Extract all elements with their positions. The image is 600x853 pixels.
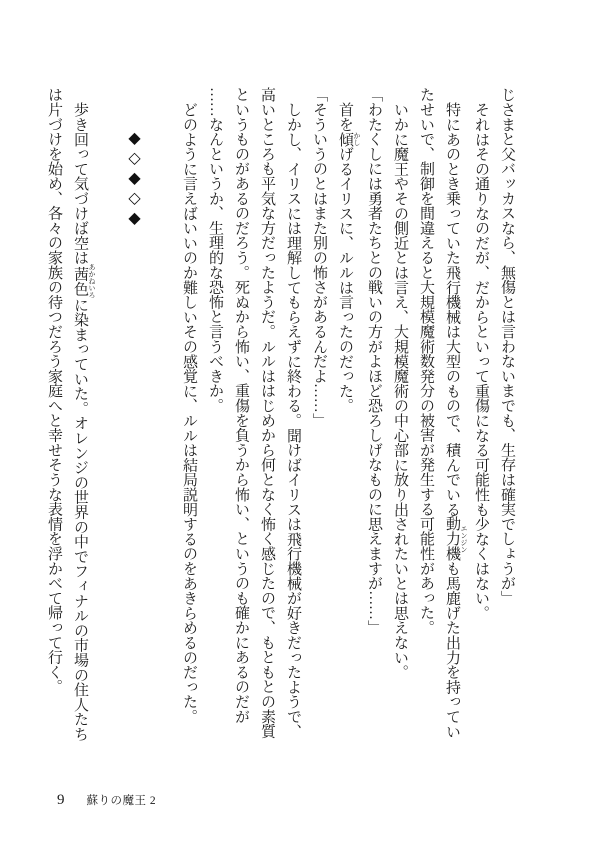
text-line: じさまと父バッカスなら、無傷とは言わないまでも、生存は確実でしょうが」	[499, 87, 515, 606]
ruby-annotated-word: 動力機 エンジン	[444, 516, 468, 561]
page-footer	[57, 792, 156, 809]
text-line: たせいで、制御を間違えると大規模魔術数発分の被害が発生する可能性があった。	[418, 87, 434, 635]
text-line: というものがあるのだろう。死ぬから怖い、重傷を負うから怖い、というのも確かにあるのだが	[233, 87, 249, 724]
text-line: それはその通りなのだが、だからといって重傷になる可能性も少なくはない。	[473, 102, 489, 621]
text-line: いかに魔王やその側近とは言え、大規模魔術の中心部に放り出されたいとは思えない。	[392, 102, 408, 680]
text-line: 首を傾 かしげるイリスに、ルルは言ったのだった。	[337, 102, 361, 413]
ruby-annotated-word: 傾 かし	[337, 131, 361, 147]
text-line: ……なんというか、生理的な恐怖と言うべきか。	[207, 87, 223, 413]
ruby-annotated-word: 茜色 あかねいろ	[72, 263, 96, 299]
vertical-text-block	[41, 87, 520, 777]
text-line: どのように言えばいいのか難しいその感覚に、ルルは結局説明するのをあきらめるのだった。	[181, 102, 197, 724]
text-line: 「わたくしには勇者たちとの戦いの方がよほど恐ろしげなものに思えますが……」	[366, 87, 382, 635]
text-line: 「そういうのとはまた別の怖さがあるんだよ……」	[311, 87, 327, 428]
text-line: 特にあのとき乗っていた飛行機械は大型のもので、積んでいる動力機 エンジンも馬鹿げた出力を持ってい	[444, 102, 468, 739]
page-number: 9	[57, 792, 65, 808]
text-line: 高いところも平気な方だったようだ。ルルははじめから何となく怖く感じたので、もともとの素質	[259, 87, 275, 739]
book-title: 蘇りの魔王 2	[86, 795, 157, 807]
section-divider: ◆◇◆◇◆	[125, 128, 142, 228]
text-line: 歩き回って気づけば空は茜色 あかねいろに染まっていた。オレンジの世界の中でフィナルの市場の住人たち	[72, 102, 96, 742]
text-line: は片づけを始め、各々の家族の待つだろう家庭へと幸せそうな表情を浮かべて帰って行く。	[46, 87, 62, 694]
text-line: しかし、イリスには理解してもらえずに終わる。聞けばイリスは飛行機械が好きだったようで、	[285, 102, 301, 739]
